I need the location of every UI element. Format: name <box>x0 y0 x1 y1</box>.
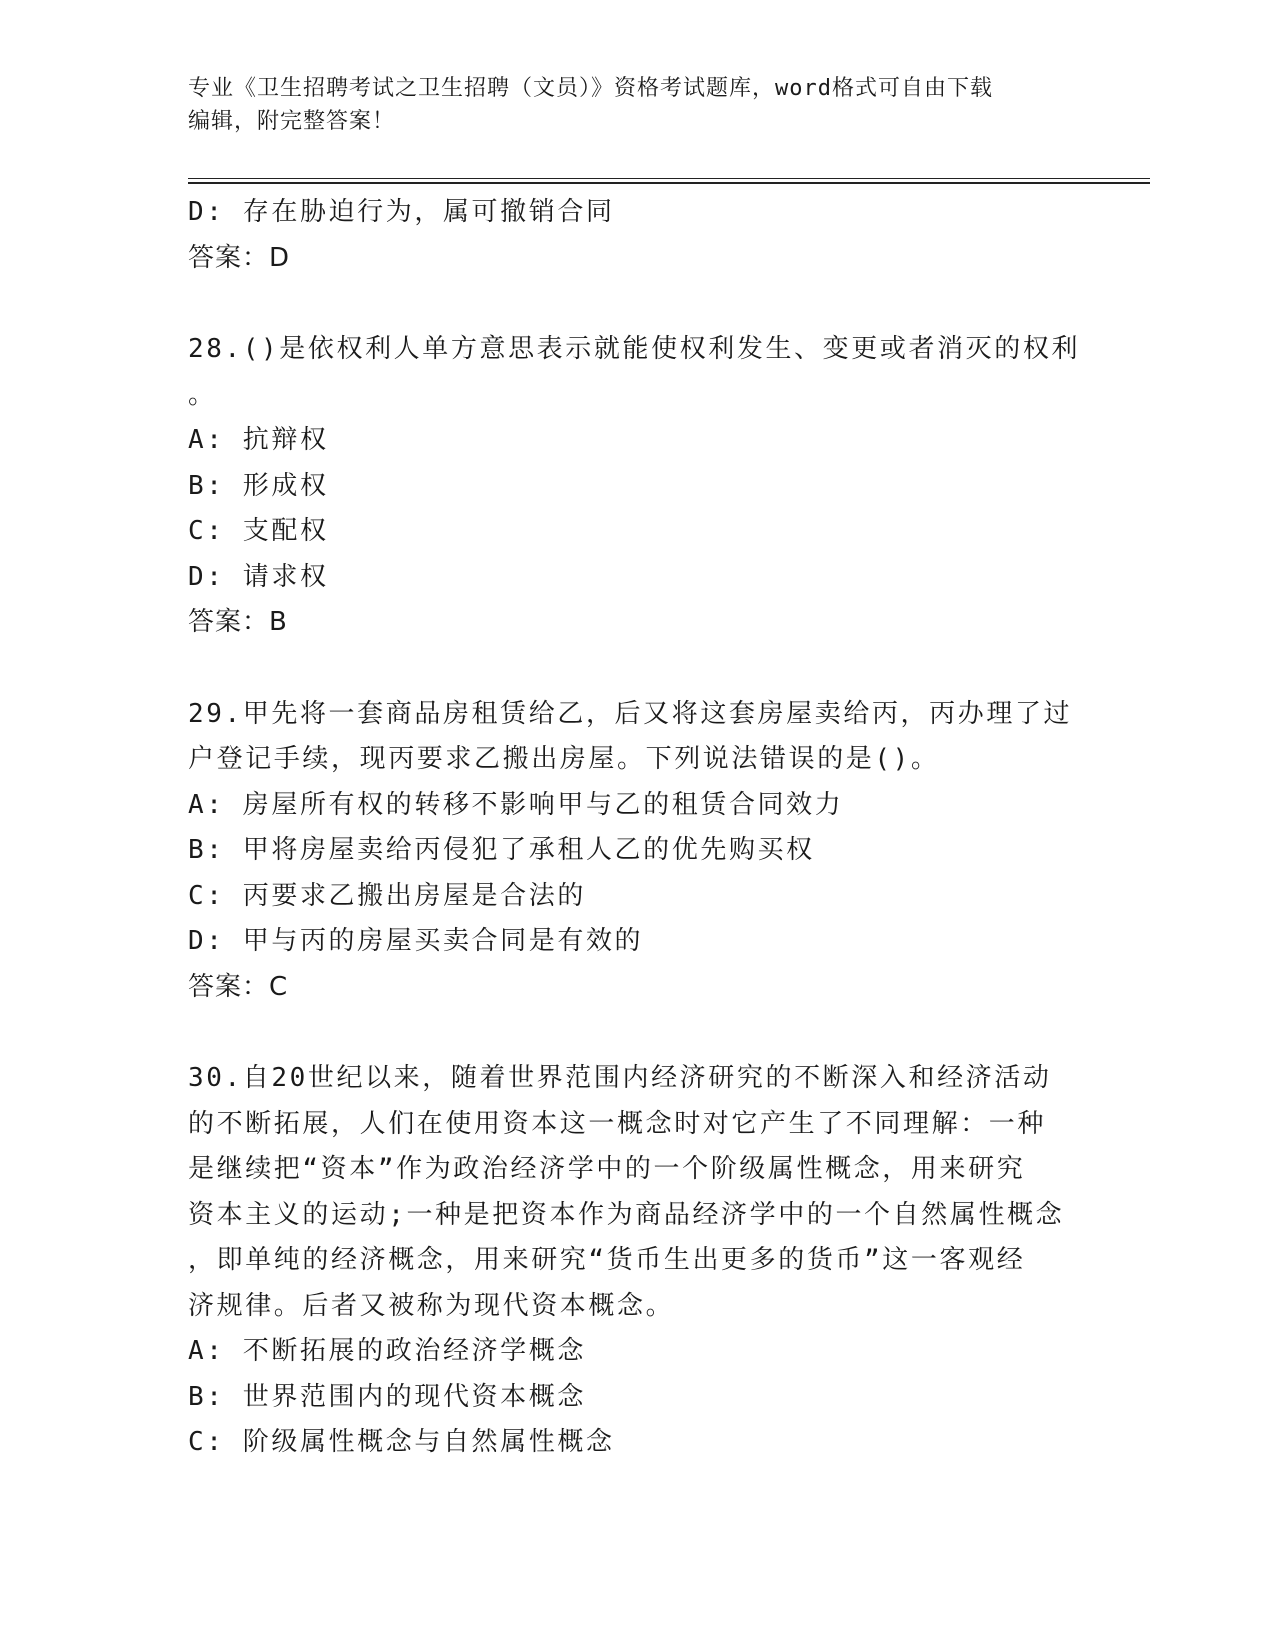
option-b: B: 世界范围内的现代资本概念 <box>188 1381 586 1412</box>
option-d: D: 甲与丙的房屋买卖合同是有效的 <box>188 926 644 956</box>
question-content <box>188 190 1088 1466</box>
option-b: B: 形成权 <box>188 470 329 501</box>
question-stem-line: 29.甲先将一套商品房租赁给乙，后又将这套房屋卖给丙，丙办理了过 <box>188 698 1073 729</box>
option-b: B: 甲将房屋卖给丙侵犯了承租人乙的优先购买权 <box>188 835 815 865</box>
question-stem-line: 济规律。后者又被称为现代资本概念。 <box>188 1290 675 1321</box>
question-stem-line: 户登记手续，现丙要求乙搬出房屋。下列说法错误的是()。 <box>188 744 940 774</box>
answer-label: 答案：B <box>188 607 288 637</box>
option-a: A: 抗辩权 <box>188 425 329 455</box>
option-d: D: 存在胁迫行为，属可撤销合同 <box>188 197 615 227</box>
spacer <box>188 646 1088 692</box>
question-stem-line: 资本主义的运动;一种是把资本作为商品经济学中的一个自然属性概念 <box>188 1199 1065 1230</box>
header-line-1: 专业《卫生招聘考试之卫生招聘（文员）》资格考试题库，word格式可自由下载 <box>188 76 993 101</box>
option-a: A: 房屋所有权的转移不影响甲与乙的租赁合同效力 <box>188 789 844 820</box>
question-stem-line: 是继续把“资本”作为政治经济学中的一个阶级属性概念，用来研究 <box>188 1154 1026 1184</box>
question-stem-line: 30.自20世纪以来，随着世界范围内经济研究的不断深入和经济活动 <box>188 1063 1052 1093</box>
question-stem-line: 。 <box>188 379 217 410</box>
question-stem-line: 的不断拓展，人们在使用资本这一概念时对它产生了不同理解：一种 <box>188 1108 1047 1139</box>
spacer <box>188 1010 1088 1056</box>
question-30 <box>188 1056 1088 1466</box>
spacer <box>188 281 1088 327</box>
header-line-2: 编辑，附完整答案！ <box>188 109 396 134</box>
option-c: C: 丙要求乙搬出房屋是合法的 <box>188 880 586 911</box>
page-header <box>188 72 1088 138</box>
answer-label: 答案：C <box>188 971 289 1002</box>
question-29 <box>188 692 1088 1011</box>
previous-question <box>188 190 1088 281</box>
answer-label: 答案：D <box>188 242 291 273</box>
question-stem-line: 28.()是依权利人单方意思表示就能使权利发生、变更或者消灭的权利 <box>188 334 1081 364</box>
header-divider <box>188 178 1150 184</box>
question-stem-line: ，即单纯的经济概念，用来研究“货币生出更多的货币”这一客观经 <box>188 1245 1026 1275</box>
option-c: C: 阶级属性概念与自然属性概念 <box>188 1427 615 1457</box>
option-c: C: 支配权 <box>188 516 329 546</box>
option-d: D: 请求权 <box>188 561 329 592</box>
question-28 <box>188 327 1088 646</box>
option-a: A: 不断拓展的政治经济学概念 <box>188 1336 586 1366</box>
